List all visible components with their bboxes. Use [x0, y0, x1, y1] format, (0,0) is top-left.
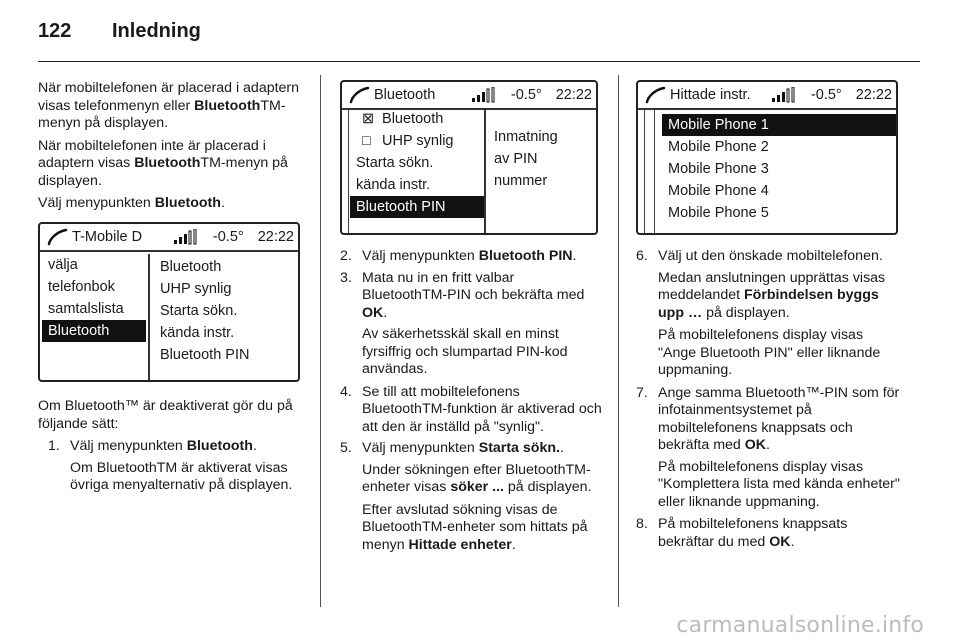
page-number: 122 — [38, 20, 72, 42]
list-item: 5. Välj menypunkten Starta sökn.. — [340, 440, 564, 456]
device-item: Mobile Phone 4 — [668, 183, 769, 199]
menu-item-selected: Bluetooth — [42, 320, 146, 342]
phone-icon — [348, 85, 372, 105]
pin-prompt — [494, 126, 594, 192]
column-divider — [320, 75, 321, 607]
display-screenshot-bluetooth-pin — [340, 80, 598, 235]
paragraph: När mobiltelefonen är placerad i adaptern visas telefonmenyn eller BluetoothTM-menyn på displayen. — [38, 80, 300, 131]
list-item: 6. Välj ut den önskade mobiltelefonen. — [636, 248, 883, 264]
prompt-line: Inmatning — [494, 129, 558, 145]
menu-item: telefonbok — [48, 279, 115, 295]
clock: 22:22 — [257, 229, 294, 245]
menu-item: UHP synlig — [160, 281, 232, 297]
phone-icon — [46, 227, 70, 247]
temperature: -0.5° — [510, 87, 542, 103]
list-item-note: På mobiltelefonens display visas "Komplettera lista med kända enheter" eller liknande uppmaning. — [658, 458, 900, 510]
list-item: 3. Mata nu in en fritt valbar BluetoothTM-PIN och bekräfta med OK. — [340, 269, 585, 321]
list-item-note: På mobiltelefonens display visas "Ange Bluetooth PIN" eller liknande uppmaning. — [658, 327, 881, 378]
temperature: -0.5° — [810, 87, 842, 103]
menu-item-selected: Bluetooth PIN — [350, 196, 484, 218]
clock: 22:22 — [855, 87, 892, 103]
panel-divider — [484, 110, 486, 233]
paragraph: Välj menypunkten Bluetooth. — [38, 195, 225, 211]
menu-item-checkbox: □ UHP synlig — [350, 130, 484, 152]
temperature: -0.5° — [212, 229, 244, 245]
display-screenshot-bluetooth-menu — [38, 222, 300, 382]
frame-line — [348, 110, 349, 233]
display-screenshot-found-devices — [636, 80, 898, 235]
prompt-line: nummer — [494, 173, 548, 189]
status-bar — [40, 224, 298, 252]
screen-title: Bluetooth — [374, 87, 436, 103]
checked-box-icon: ⊠ — [362, 111, 375, 127]
column-divider — [618, 75, 619, 607]
frame-line — [654, 110, 655, 233]
prompt-line: av PIN — [494, 151, 538, 167]
device-item: Mobile Phone 3 — [668, 161, 769, 177]
device-item-selected: Mobile Phone 1 — [662, 114, 896, 136]
menu-item: Bluetooth PIN — [160, 347, 250, 363]
main-menu — [42, 254, 146, 342]
menu-item: kända instr. — [356, 177, 431, 193]
list-item-note: Av säkerhetsskäl skall en minst fyrsiffrig och slumpartad PIN-kod användas. — [362, 326, 568, 377]
list-item-note: Efter avslutad sökning visas de BluetoothTM-enheter som hittats på menyn Hittade enheter. — [362, 501, 588, 553]
paragraph: När mobiltelefonen inte är placerad i adaptern visas BluetoothTM-menyn på displayen. — [38, 137, 288, 189]
menu-item: samtalslista — [48, 301, 124, 317]
status-bar — [638, 82, 896, 110]
column-2 — [340, 248, 602, 559]
signal-strength-icon — [173, 229, 199, 245]
menu-item: Starta sökn. — [356, 155, 434, 171]
frame-line — [644, 110, 645, 233]
column-1 — [38, 80, 303, 218]
page-title: Inledning — [112, 20, 201, 42]
device-item: Mobile Phone 2 — [668, 139, 769, 155]
menu-item: kända instr. — [160, 325, 235, 341]
menu-item: Starta sökn. — [160, 303, 238, 319]
panel-divider — [148, 254, 150, 380]
list-item: 4. Se till att mobiltelefonens BluetoothTM-funktion är aktiverad och att den är inställd på "synlig". — [340, 383, 602, 435]
column-3 — [636, 248, 902, 555]
list-item-note: Under sökningen efter BluetoothTM-enheter visas söker ... på displayen. — [362, 461, 592, 495]
column-1-lower — [38, 398, 303, 500]
list-item-note: Om BluetoothTM är aktiverat visas övriga menyalternativ på displayen. — [70, 459, 293, 493]
phone-icon — [644, 85, 668, 105]
menu-item: välja — [48, 257, 78, 273]
list-item: 7. Ange samma Bluetooth™-PIN som för infotainmentsystemet på mobiltelefonens knappsats och bekräfta med OK. — [636, 384, 900, 453]
list-item: 2. Välj menypunkten Bluetooth PIN. — [340, 248, 577, 264]
submenu — [154, 256, 294, 366]
watermark: carmanualsonline.info — [676, 613, 924, 638]
screen-title: Hittade instr. — [670, 87, 751, 103]
list-item-note: Medan anslutningen upprättas visas meddelandet Förbindelsen byggs upp … på displayen. — [658, 269, 886, 321]
status-bar — [342, 82, 596, 110]
bluetooth-menu — [350, 108, 484, 218]
list-item: 1. Välj menypunkten Bluetooth. — [48, 438, 257, 454]
clock: 22:22 — [555, 87, 592, 103]
signal-strength-icon — [471, 87, 497, 103]
header-rule — [38, 61, 920, 62]
signal-strength-icon — [771, 87, 797, 103]
device-list — [662, 114, 896, 224]
screen-title: T-Mobile D — [72, 229, 143, 245]
menu-item-checkbox: ⊠ Bluetooth — [350, 108, 484, 130]
device-item: Mobile Phone 5 — [668, 205, 769, 221]
menu-item: Bluetooth — [160, 259, 222, 275]
unchecked-box-icon: □ — [362, 133, 371, 149]
list-item: 8. På mobiltelefonens knappsats bekräftar du med OK. — [636, 516, 848, 550]
paragraph: Om Bluetooth™ är deaktiverat gör du på följande sätt: — [38, 398, 293, 432]
